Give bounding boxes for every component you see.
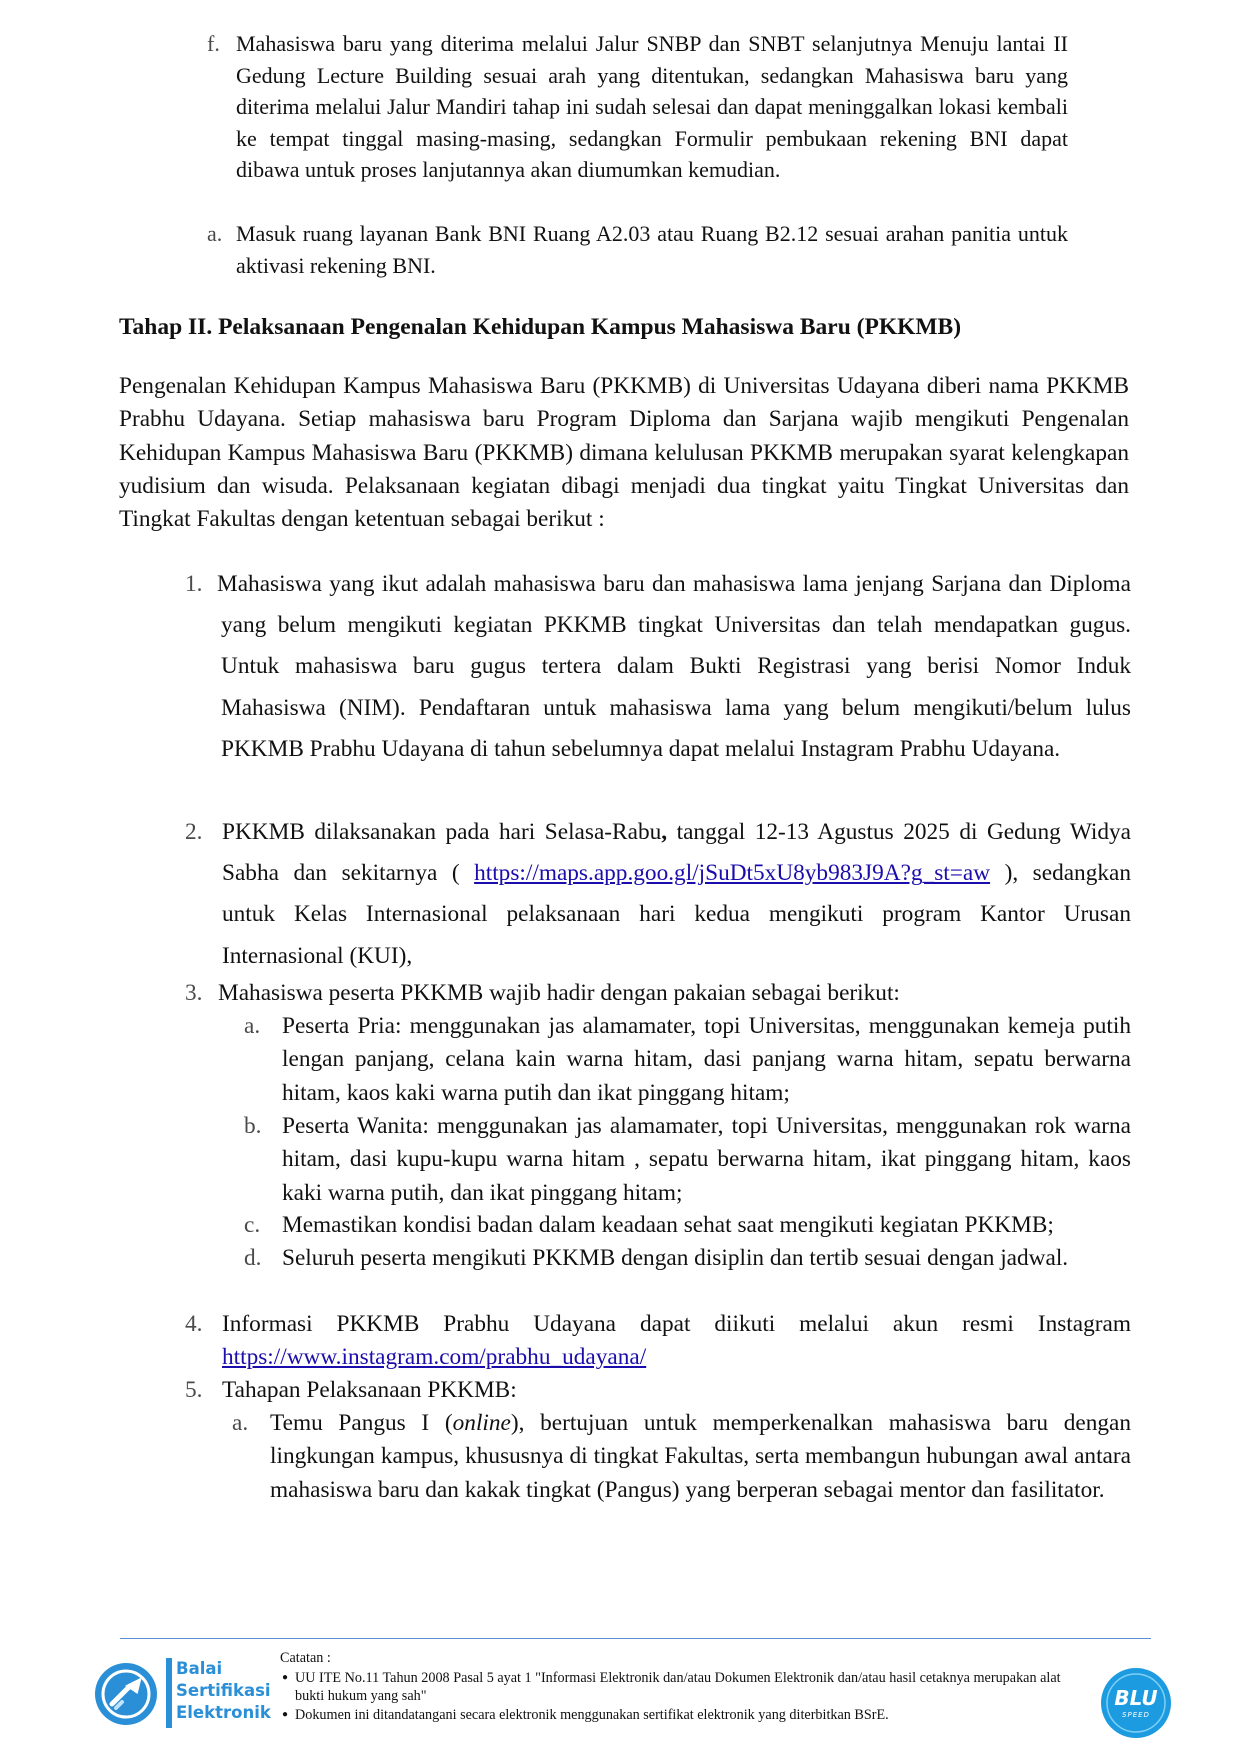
list-marker: 3. xyxy=(185,980,203,1006)
footer-divider xyxy=(120,1638,1151,1639)
list-marker: 1. xyxy=(185,571,203,597)
intro-paragraph: Pengenalan Kehidupan Kampus Mahasiswa Baru (PKKMB) di Universitas Udayana diberi nama PKKMB Prabhu Udayana. Setiap mahasiswa baru Program Diploma dan Sarjana wajib mengikuti Pengenalan Kehidupan Kampus Mahasiswa Baru (PKKMB) dimana kelulusan PKKMB merupakan syarat kelengkapan yudisium dan wisuda. Pelaksanaan kegiatan dibagi menjadi dua tingkat yaitu Tingkat Universitas dan Tingkat Fakultas dengan ketentuan sebagai berikut : xyxy=(119,373,1129,533)
bsre-logo-line3: Elektronik xyxy=(176,1703,271,1722)
list-item-text: PKKMB dilaksanakan pada hari Selasa-Rabu, tanggal 12-13 Agustus 2025 di Gedung Widya Sabha dan sekitarnya ( https://maps.app.goo.gl/jSuDt5xU8yb983J9A?g_st=aw ), sedangkan untuk Kelas Internasional pelaksanaan hari kedua mengikuti program Kantor Urusan Internasional (KUI), xyxy=(222,819,1132,969)
list-marker: a. xyxy=(232,1410,249,1436)
blu-logo-text: BLU xyxy=(1114,1686,1158,1710)
list-item-text: Mahasiswa yang ikut adalah mahasiswa baru dan mahasiswa lama jenjang Sarjana dan Diploma yang belum mengikuti kegiatan PKKMB tingkat Universitas dan telah mendapatkan gugus. Untuk mahasiswa baru gugus tertera dalam Bukti Registrasi yang berisi Nomor Induk Mahasiswa (NIM). Pendaftaran untuk mahasiswa lama yang belum mengikuti/belum lulus PKKMB Prabhu Udayana di tahun sebelumnya dapat melalui Instagram Prabhu Udayana. xyxy=(217,571,1131,762)
list-item-1 xyxy=(185,564,1131,770)
list-item-5 xyxy=(185,1374,1131,1407)
list-marker: d. xyxy=(244,1245,262,1271)
section-heading: Tahap II. Pelaksanaan Pengenalan Kehidupan Kampus Mahasiswa Baru (PKKMB) xyxy=(119,314,962,340)
list-item-text: Tahapan Pelaksanaan PKKMB: xyxy=(222,1377,517,1403)
sub-item-5a xyxy=(232,1407,1131,1507)
list-item-text: Mahasiswa baru yang diterima melalui Jalur SNBP dan SNBT selanjutnya Menuju lantai II Gedung Lecture Building sesuai arah yang ditentukan, sedangkan Mahasiswa baru yang diterima melalui Jalur Mandiri tahap ini sudah selesai dan dapat meninggalkan lokasi kembali ke tempat tinggal masing-masing, sedangkan Formulir pembukaan rekening BNI dapat dibawa untuk proses lanjutannya akan diumumkan kemudian. xyxy=(236,31,1068,182)
footer-catatan-label: Catatan : xyxy=(280,1650,331,1666)
sub-item-3a xyxy=(244,1010,1131,1110)
footer-note-1 xyxy=(280,1669,1060,1709)
list-marker: 4. xyxy=(185,1311,203,1337)
list-marker: 2. xyxy=(185,819,203,845)
list-item-text: Mahasiswa peserta PKKMB wajib hadir dengan pakaian sebagai berikut: xyxy=(218,980,900,1006)
list-marker: a. xyxy=(244,1013,261,1039)
list-item-text: Peserta Pria: menggunakan jas alamamater, topi Universitas, menggunakan kemeja putih lengan panjang, celana kain warna hitam, dasi panjang warna hitam, sepatu berwarna hitam, kaos kaki warna putih dan ikat pinggang hitam; xyxy=(282,1013,1131,1106)
list-item-text: Masuk ruang layanan Bank BNI Ruang A2.03 atau Ruang B2.12 sesuai arahan panitia untuk aktivasi rekening BNI. xyxy=(236,221,1068,278)
list-marker: f. xyxy=(207,31,220,56)
list-item-text: Peserta Wanita: menggunakan jas alamamater, topi Universitas, menggunakan rok warna hitam, dasi kupu-kupu warna hitam , sepatu berwarna hitam, ikat pinggang hitam, kaos kaki warna putih, dan ikat pinggang hitam; xyxy=(282,1113,1131,1206)
list-marker: b. xyxy=(244,1113,262,1139)
maps-link[interactable]: https://maps.app.goo.gl/jSuDt5xU8yb983J9A?g_st=aw xyxy=(474,860,991,887)
blu-speed-logo xyxy=(1100,1667,1172,1739)
list-item-text: Memastikan kondisi badan dalam keadaan sehat saat mengikuti kegiatan PKKMB; xyxy=(282,1212,1054,1238)
bsre-logo-line1: Balai xyxy=(176,1659,223,1678)
sub-item-3b xyxy=(244,1110,1131,1210)
list-item-3 xyxy=(185,977,1131,1010)
footer-note-text: UU ITE No.11 Tahun 2008 Pasal 5 ayat 1 "Informasi Elektronik dan/atau Dokumen Elektronik dan/atau hasil cetaknya merupakan alat bukti hukum yang sah" xyxy=(295,1670,1061,1704)
list-marker: c. xyxy=(244,1212,261,1238)
bsre-logo xyxy=(92,1658,282,1730)
list-marker: a. xyxy=(207,221,223,246)
bullet: ● xyxy=(282,1672,289,1683)
list-item-f xyxy=(207,28,1068,186)
footer-note-2 xyxy=(280,1706,1060,1726)
list-item-text: Seluruh peserta mengikuti PKKMB dengan disiplin dan tertib sesuai dengan jadwal. xyxy=(282,1245,1069,1271)
sub-item-3d xyxy=(244,1242,1131,1275)
list-item-2 xyxy=(185,812,1131,977)
instagram-link[interactable]: https://www.instagram.com/prabhu_udayana/ xyxy=(222,1344,647,1371)
list-marker: 5. xyxy=(185,1377,203,1403)
list-item-4 xyxy=(185,1308,1131,1375)
bsre-logo-line2: Sertifikasi xyxy=(176,1681,271,1700)
footer-note-text: Dokumen ini ditandatangani secara elektronik menggunakan sertifikat elektronik yang diterbitkan BSrE. xyxy=(295,1707,889,1723)
blu-logo-subtext: SPEED xyxy=(1122,1711,1150,1719)
list-item-text: Informasi PKKMB Prabhu Udayana dapat diikuti melalui akun resmi Instagram xyxy=(222,1311,1131,1337)
bsre-emblem-icon xyxy=(92,1660,160,1728)
sub-item-3c xyxy=(244,1209,1131,1242)
bullet: ● xyxy=(282,1709,289,1720)
list-item-text: Temu Pangus I (online), bertujuan untuk memperkenalkan mahasiswa baru dengan lingkungan kampus, khususnya di tingkat Fakultas, serta membangun hubungan awal antara mahasiswa baru dan kakak tingkat (Pangus) yang berperan sebagai mentor dan fasilitator. xyxy=(270,1410,1131,1503)
list-item-a xyxy=(207,218,1068,281)
